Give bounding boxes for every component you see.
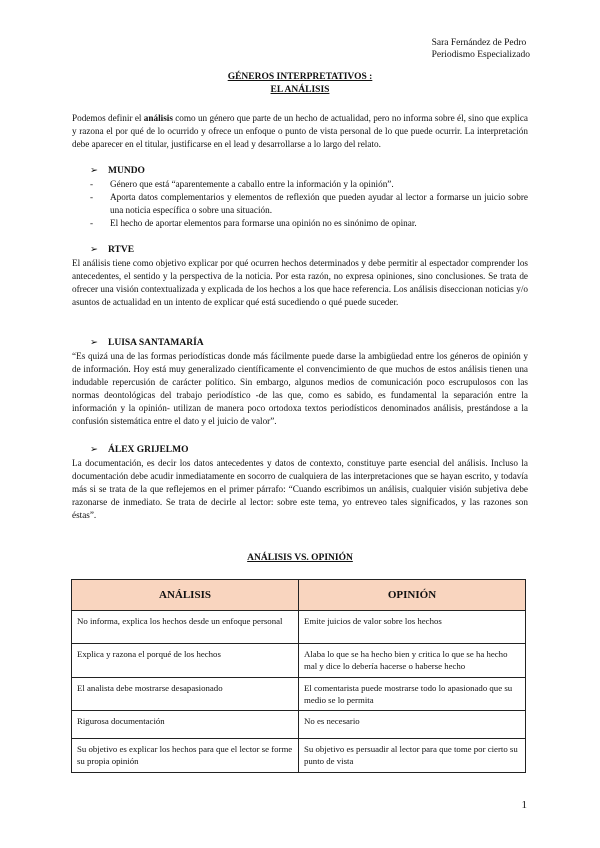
section-heading-rtve: ➢ RTVE bbox=[90, 245, 135, 255]
table-cell: Emite juicios de valor sobre los hechos bbox=[299, 611, 526, 644]
intro-bold-term: análisis bbox=[143, 113, 173, 123]
table-cell: Rigurosa documentación bbox=[72, 711, 299, 739]
course-name: Periodismo Especializado bbox=[431, 50, 530, 60]
section-heading-alex: ➢ ÁLEX GRIJELMO bbox=[90, 445, 189, 455]
arrow-bullet-icon: ➢ bbox=[90, 338, 98, 348]
table-cell: No es necesario bbox=[299, 711, 526, 739]
table-row bbox=[72, 711, 526, 739]
comparison-title: ANÁLISIS VS. OPINIÓN bbox=[247, 553, 353, 563]
list-item: - Aporta datos complementarios y elementos de reflexión que pueden ayudar al lector a formarse un juicio sobre una noticia específica o sobre una situación. bbox=[90, 191, 528, 217]
column-header-opinion: OPINIÓN bbox=[299, 580, 526, 611]
alex-paragraph: La documentación, es decir los datos antecedentes y datos de contexto, constituye parte esencial del análisis. Incluso la documentación debe acudir inmediatamente en socorro de cualquiera de las interpretaciones que se hayan escrito, y todavía más si se trata de la que reflejemos en el primer párrafo: “Cuando escribimos un análisis, cualquier visión subjetiva debe razonarse de inmediato. Se trata de decirle al lector: sobre este tema, yo entreveo tales significados, y las razones son éstas”. bbox=[72, 458, 528, 520]
section-heading-mundo: ➢ MUNDO bbox=[90, 166, 145, 176]
table-cell: Su objetivo es explicar los hechos para que el lector se forme su propia opinión bbox=[72, 739, 299, 773]
arrow-bullet-icon: ➢ bbox=[90, 166, 98, 176]
intro-paragraph: Podemos definir el análisis como un género que parte de un hecho de actualidad, pero no informa sobre él, sino que explica y razona el por qué de lo ocurrido y ofrece un enfoque o punto de vista personal de lo que puede ocurrir. La interpretación debe aparecer en el titular, justificarse en el lead y desarrollarse a lo largo del relato. bbox=[72, 113, 528, 149]
page-header bbox=[432, 37, 530, 61]
author-name: Sara Fernández de Pedro bbox=[431, 38, 527, 48]
table-row bbox=[72, 739, 526, 773]
list-item: - El hecho de aportar elementos para formarse una opinión no es sinónimo de opinar. bbox=[90, 217, 528, 230]
table-cell: Alaba lo que se ha hecho bien y critica lo que se ha hecho mal y dice lo debería hacerse o haberse hecho bbox=[299, 644, 526, 678]
column-header-analisis: ANÁLISIS bbox=[72, 580, 299, 611]
section-heading-luisa: ➢ LUISA SANTAMARÍA bbox=[90, 338, 204, 348]
table-row bbox=[72, 611, 526, 644]
table-row bbox=[72, 644, 526, 678]
comparison-table bbox=[71, 579, 526, 773]
table-header-row bbox=[72, 580, 526, 611]
arrow-bullet-icon: ➢ bbox=[90, 445, 98, 455]
mundo-bullet-list bbox=[90, 178, 528, 230]
table-cell: El comentarista puede mostrarse todo lo apasionado que su medio se lo permita bbox=[299, 678, 526, 711]
rtve-paragraph: El análisis tiene como objetivo explicar por qué ocurren hechos determinados y debe permitir al espectador comprender los antecedentes, el sentido y la perspectiva de la noticia. Por esta razón, no expresa opiniones, sino conclusiones. Se trata de ofrecer una visión contextualizada y explicada de los hechos a los que hace referencia. Los análisis diseccionan noticias y/o asuntos de actualidad en un intento de explicar qué está sucediendo o qué puede suceder. bbox=[72, 258, 528, 307]
document-title: GÉNEROS INTERPRETATIVOS : bbox=[227, 72, 373, 82]
luisa-paragraph: “Es quizá una de las formas periodísticas donde más fácilmente puede darse la ambigüedad entre los géneros de opinión y de información. Hoy está muy generalizado científicamente el convencimiento de que muchos de estos análisis tienen una indudable repercusión de carácter político. Sin embargo, algunos medios de comunicación poco escrupulosos con las normas deontológicas del trabajo periodístico -de las que, como es sabido, es fundamental la separación entre la información y la opinión- utilizan de manera poco ortodoxa textos periodísticos denominados análisis, prestándose a la confusión sistemática entre el dato y el juicio de valor”. bbox=[72, 351, 528, 426]
page-number: 1 bbox=[521, 799, 527, 811]
arrow-bullet-icon: ➢ bbox=[90, 245, 98, 255]
table-row bbox=[72, 678, 526, 711]
table-cell: No informa, explica los hechos desde un enfoque personal bbox=[72, 611, 299, 644]
table-cell: Su objetivo es persuadir al lector para que tome por cierto su punto de vista bbox=[299, 739, 526, 773]
document-subtitle: EL ANÁLISIS bbox=[270, 85, 330, 95]
list-item: - Género que está “aparentemente a caballo entre la información y la opinión”. bbox=[90, 178, 528, 191]
table-cell: Explica y razona el porqué de los hechos bbox=[72, 644, 299, 678]
table-cell: El analista debe mostrarse desapasionado bbox=[72, 678, 299, 711]
